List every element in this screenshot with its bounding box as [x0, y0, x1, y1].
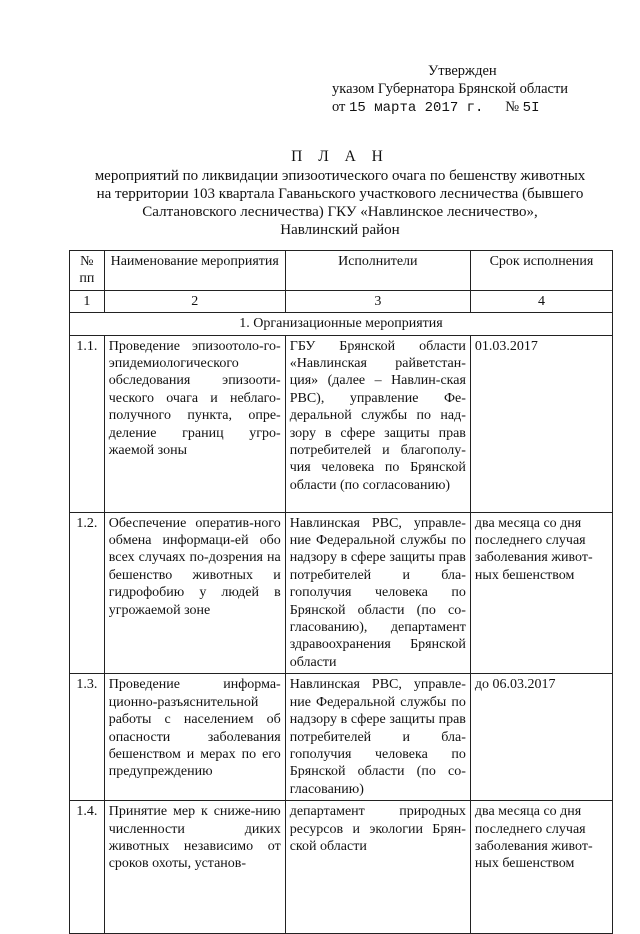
table-row — [70, 335, 613, 512]
document-title — [60, 148, 620, 239]
approval-date-line — [332, 98, 632, 117]
approval-date: 15 марта 2017 г. — [349, 100, 484, 116]
row-term: до 06.03.2017 — [470, 674, 612, 801]
title-line-4: Навлинский район — [280, 222, 400, 238]
approval-heading: Утвержден — [428, 63, 497, 79]
row-num: 1.1. — [70, 335, 105, 512]
approval-date-prefix: от — [332, 99, 346, 115]
row-num: 1.2. — [70, 512, 105, 674]
row-name: Принятие мер к сниже-нию численности диких животных независимо от сроков охоты, установ- — [104, 801, 285, 934]
row-name: Проведение эпизоотоло-го-эпидемиологического обследования эпизооти-ческого очага и неблаго-получного пункта, опре-деление границ угро-жаемой зоны — [104, 335, 285, 512]
section-row — [70, 313, 613, 335]
row-num: 1.3. — [70, 674, 105, 801]
col-number-4: 4 — [470, 290, 612, 312]
section-title: 1. Организационные мероприятия — [70, 313, 613, 335]
approval-number: 5I — [522, 100, 540, 116]
approval-number-label: № — [505, 99, 520, 115]
row-term: 01.03.2017 — [470, 335, 612, 512]
row-exec: Навлинская РВС, управле-ние Федеральной службы по надзору в сфере защиты прав потребителей и бла-гополучия человека по Брянской области (по со-гласованию), департамент здравоохранения Брянской области — [285, 512, 470, 674]
title-line-2: на территории 103 квартала Гаваньского участкового лесничества (бывшего — [96, 186, 584, 202]
header-exec: Исполнители — [285, 251, 470, 291]
row-term: два месяца со дня последнего случая заболевания живот-ных бешенством — [470, 801, 612, 934]
col-number-3: 3 — [285, 290, 470, 312]
approval-block — [332, 62, 632, 117]
col-number-1: 1 — [70, 290, 105, 312]
row-name: Проведение информа-ционно-разъяснительной работы с населением об опасности заболевания бешенством и мерах по его предупреждению — [104, 674, 285, 801]
table-header-row — [70, 251, 613, 291]
title-line-3: Салтановского лесничества) ГКУ «Навлинское лесничество», — [142, 204, 538, 220]
plan-heading: П Л А Н — [291, 148, 389, 165]
col-number-2: 2 — [104, 290, 285, 312]
row-name: Обеспечение оператив-ного обмена информаци-ей обо всех случаях по-дозрения на бешенство животных и гидрофобию у людей в угрожаемой зоне — [104, 512, 285, 674]
row-num: 1.4. — [70, 801, 105, 934]
header-name: Наименование мероприятия — [104, 251, 285, 291]
table-row — [70, 674, 613, 801]
row-exec: департамент природных ресурсов и экологии Брян-ской области — [285, 801, 470, 934]
table-row — [70, 512, 613, 674]
row-term: два месяца со дня последнего случая заболевания живот-ных бешенством — [470, 512, 612, 674]
column-number-row — [70, 290, 613, 312]
header-term: Срок исполнения — [470, 251, 612, 291]
row-exec: Навлинская РВС, управле-ние Федеральной службы по надзору в сфере защиты прав потребителей и бла-гополучия человека по Брянской области (по со-гласованию) — [285, 674, 470, 801]
plan-table — [69, 250, 613, 934]
table-row — [70, 801, 613, 934]
title-line-1: мероприятий по ликвидации эпизоотического очага по бешенству животных — [94, 168, 586, 184]
approval-authority: указом Губернатора Брянской области — [332, 81, 569, 97]
header-num: № пп — [70, 251, 105, 291]
row-exec: ГБУ Брянской области «Навлинская райветстан-ция» (далее – Навлин-ская РВС), управление Фе-деральной службы по над-зору в сфере защиты прав потребителей и благополу-чия человека по Брянской области (по согласованию) — [285, 335, 470, 512]
